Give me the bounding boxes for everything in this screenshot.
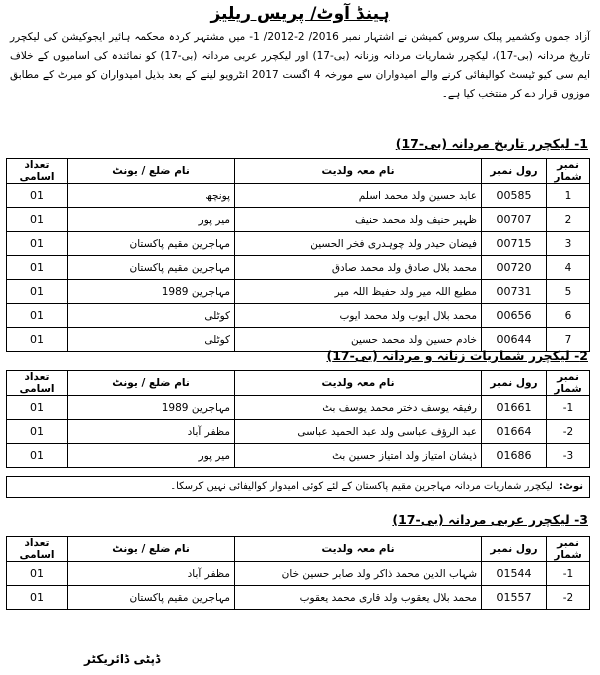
count-cell: 01: [7, 562, 68, 586]
serial-cell: 1-: [547, 396, 590, 420]
district-cell: مہاجرین مقیم پاکستان: [68, 232, 235, 256]
serial-cell: 7: [547, 328, 590, 352]
name-cell: خادم حسین ولد محمد حسین: [235, 328, 482, 352]
table-row: [7, 208, 590, 232]
name-cell: عبد الرؤف عباسی ولد عبد الحمید عباسی: [235, 420, 482, 444]
count-cell: 01: [7, 444, 68, 468]
roll-cell: 00656: [482, 304, 547, 328]
roll-cell: 00715: [482, 232, 547, 256]
table-header-row: [7, 159, 590, 184]
name-cell: ذیشان امتیاز ولد امتیاز حسین بٹ: [235, 444, 482, 468]
header-serial: نمبر شمار: [547, 537, 590, 562]
count-cell: 01: [7, 280, 68, 304]
count-cell: 01: [7, 208, 68, 232]
intro-paragraph: آزاد جموں وکشمیر پبلک سروس کمیشن نے اشتہار نمبر 2016/ 2-2012/ 1- میں مشتہر کردہ محکمہ ہائیر ایجوکیشن کی لیکچرر تاریخ مردانہ (بی-17)، لیکچرر شماریات مردانہ وزنانہ (بی-17) اور لیکچرر عربی مردانہ (بی-17) کو نمائندہ کی اسامیوں کے خلاف ایم سی کیو ٹیسٹ کوالیفائی کرنے والے امیدواران سے مورخہ 4 اگست 2017 انٹرویو لینے کے بعد بذیل امیدواران کو میرٹ کے مطابق موزوں قرار دے کر منتخب کیا ہے۔: [10, 31, 591, 100]
serial-cell: 3: [547, 232, 590, 256]
header-count: تعداد اسامی: [7, 537, 68, 562]
roll-cell: 01544: [482, 562, 547, 586]
count-cell: 01: [7, 256, 68, 280]
roll-cell: 00707: [482, 208, 547, 232]
serial-cell: 1-: [547, 562, 590, 586]
signature-title: ڈپٹی ڈائریکٹر: [84, 652, 161, 666]
header-count: تعداد اسامی: [7, 371, 68, 396]
district-cell: کوٹلی: [68, 328, 235, 352]
header-serial: نمبر شمار: [547, 159, 590, 184]
table-row: [7, 586, 590, 610]
name-cell: مطیع اللہ میر ولد حفیظ اللہ میر: [235, 280, 482, 304]
page-title: ہینڈ آوٹ/ پریس ریلیز: [210, 4, 390, 24]
name-cell: محمد بلال ایوب ولد محمد ایوب: [235, 304, 482, 328]
note-box: [6, 476, 590, 498]
count-cell: 01: [7, 328, 68, 352]
table-row: [7, 232, 590, 256]
header-name: نام معہ ولدیت: [235, 159, 482, 184]
header-district: نام ضلع / یونٹ: [68, 537, 235, 562]
header-name: نام معہ ولدیت: [235, 537, 482, 562]
header-district: نام ضلع / یونٹ: [68, 371, 235, 396]
name-cell: محمد بلال یعقوب ولد قاری محمد یعقوب: [235, 586, 482, 610]
table-header-row: [7, 537, 590, 562]
note-label: نوٹ:: [558, 481, 583, 492]
district-cell: مہاجرین 1989: [68, 396, 235, 420]
name-cell: عابد حسین ولد محمد اسلم: [235, 184, 482, 208]
name-cell: رفیقہ یوسف دختر محمد یوسف بٹ: [235, 396, 482, 420]
district-cell: مظفر آباد: [68, 420, 235, 444]
roll-cell: 01686: [482, 444, 547, 468]
serial-cell: 6: [547, 304, 590, 328]
district-cell: کوٹلی: [68, 304, 235, 328]
district-cell: میر پور: [68, 208, 235, 232]
roll-cell: 00720: [482, 256, 547, 280]
header-roll: رول نمبر: [482, 537, 547, 562]
roll-cell: 00731: [482, 280, 547, 304]
serial-cell: 4: [547, 256, 590, 280]
header-roll: رول نمبر: [482, 371, 547, 396]
table-header-row: [7, 371, 590, 396]
table-row: [7, 184, 590, 208]
section-heading-arabic: 3- لیکچرر عربی مردانہ (بی-17): [392, 512, 588, 527]
roll-cell: 01557: [482, 586, 547, 610]
table-row: [7, 444, 590, 468]
table-row: [7, 256, 590, 280]
table-row: [7, 280, 590, 304]
table-statistics: [6, 370, 590, 468]
name-cell: فیضان حیدر ولد چوہدری فخر الحسین: [235, 232, 482, 256]
district-cell: مہاجرین مقیم پاکستان: [68, 586, 235, 610]
header-district: نام ضلع / یونٹ: [68, 159, 235, 184]
table-row: [7, 396, 590, 420]
roll-cell: 01664: [482, 420, 547, 444]
district-cell: مہاجرین 1989: [68, 280, 235, 304]
district-cell: پونچھ: [68, 184, 235, 208]
header-roll: رول نمبر: [482, 159, 547, 184]
roll-cell: 00644: [482, 328, 547, 352]
table-arabic: [6, 536, 590, 610]
count-cell: 01: [7, 184, 68, 208]
serial-cell: 2-: [547, 586, 590, 610]
count-cell: 01: [7, 232, 68, 256]
note-text: لیکچرر شماریات مردانہ مہاجرین مقیم پاکستان کے لئے کوئی امیدوار کوالیفائی نہیں کرسکا۔: [170, 481, 553, 492]
name-cell: محمد بلال صادق ولد محمد صادق: [235, 256, 482, 280]
header-count: تعداد اسامی: [7, 159, 68, 184]
roll-cell: 00585: [482, 184, 547, 208]
serial-cell: 2: [547, 208, 590, 232]
name-cell: شہاب الدین محمد ذاکر ولد صابر حسین خان: [235, 562, 482, 586]
section-heading-history: 1- لیکچرر تاریخ مردانہ (بی-17): [395, 136, 588, 151]
roll-cell: 01661: [482, 396, 547, 420]
serial-cell: 2-: [547, 420, 590, 444]
header-serial: نمبر شمار: [547, 371, 590, 396]
count-cell: 01: [7, 586, 68, 610]
district-cell: میر پور: [68, 444, 235, 468]
district-cell: مہاجرین مقیم پاکستان: [68, 256, 235, 280]
count-cell: 01: [7, 396, 68, 420]
section-heading-statistics: 2- لیکچرر شماریات زنانہ و مردانہ (بی-17): [326, 348, 588, 363]
district-cell: مظفر آباد: [68, 562, 235, 586]
table-history: [6, 158, 590, 352]
serial-cell: 3-: [547, 444, 590, 468]
header-name: نام معہ ولدیت: [235, 371, 482, 396]
table-row: [7, 420, 590, 444]
count-cell: 01: [7, 420, 68, 444]
serial-cell: 5: [547, 280, 590, 304]
name-cell: ظہیر حنیف ولد محمد حنیف: [235, 208, 482, 232]
count-cell: 01: [7, 304, 68, 328]
table-row: [7, 562, 590, 586]
table-row: [7, 304, 590, 328]
serial-cell: 1: [547, 184, 590, 208]
